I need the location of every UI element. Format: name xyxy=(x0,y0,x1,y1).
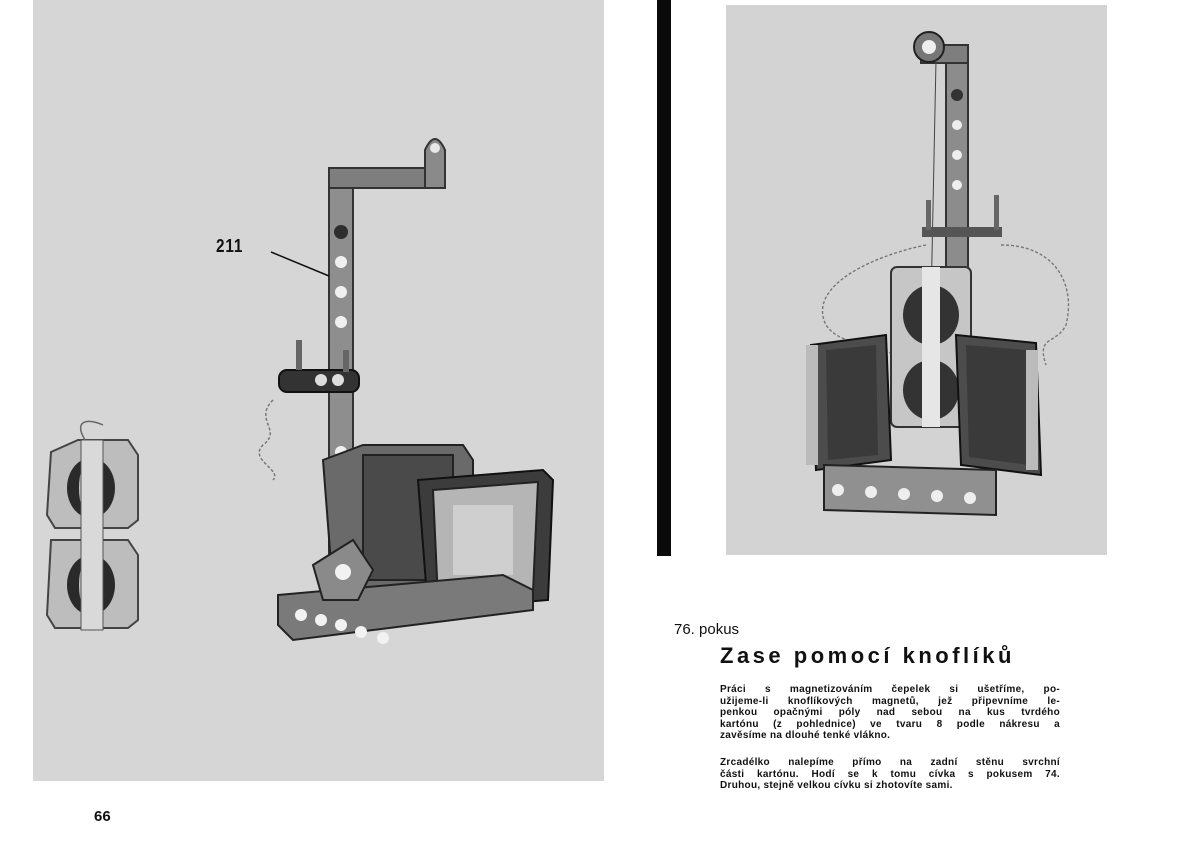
base-strip xyxy=(824,465,996,515)
paragraph-line: Zrcadélko nalepíme přímo na zadní stěnu svrchní xyxy=(720,757,1060,768)
black-divider-bar xyxy=(657,0,671,556)
paragraph-line: penkou opačnými póly nad sebou na kus tvrdého xyxy=(720,707,1060,718)
galvanometer-apparatus-illustration xyxy=(33,0,604,781)
page-number: 66 xyxy=(94,808,111,825)
paragraph-line: užijeme-li knoflíkových magnetů, jež připevníme le- xyxy=(720,695,1060,707)
paragraph-line: Práci s magnetizováním čepelek si ušetříme, po- xyxy=(720,684,1060,695)
paragraph-line: kartónu (z pohlednice) ve tvaru 8 podle nákresu a xyxy=(720,718,1060,730)
paragraph-line: zavěsíme na dlouhé tenké vlákno. xyxy=(720,730,891,741)
experiment-heading: Zase pomocí knoflíků xyxy=(720,643,1015,668)
photo-left-apparatus xyxy=(33,0,604,781)
experiment-number: 76. pokus xyxy=(674,621,740,638)
photo-right-apparatus xyxy=(726,5,1107,555)
figure-eight-card-illustration xyxy=(47,421,138,630)
coil-and-magnet-illustration xyxy=(726,5,1107,555)
paragraph-line: Druhou, stejně velkou cívku si zhotovíte sami. xyxy=(720,780,953,791)
part-label-pointer xyxy=(271,252,329,276)
paragraph-1 xyxy=(720,684,1060,742)
part-label-211: 211 xyxy=(216,236,244,256)
paragraph-2 xyxy=(720,757,1060,792)
paragraph-line: části kartónu. Hodí se k tomu cívka s pokusem 74. xyxy=(720,768,1060,780)
